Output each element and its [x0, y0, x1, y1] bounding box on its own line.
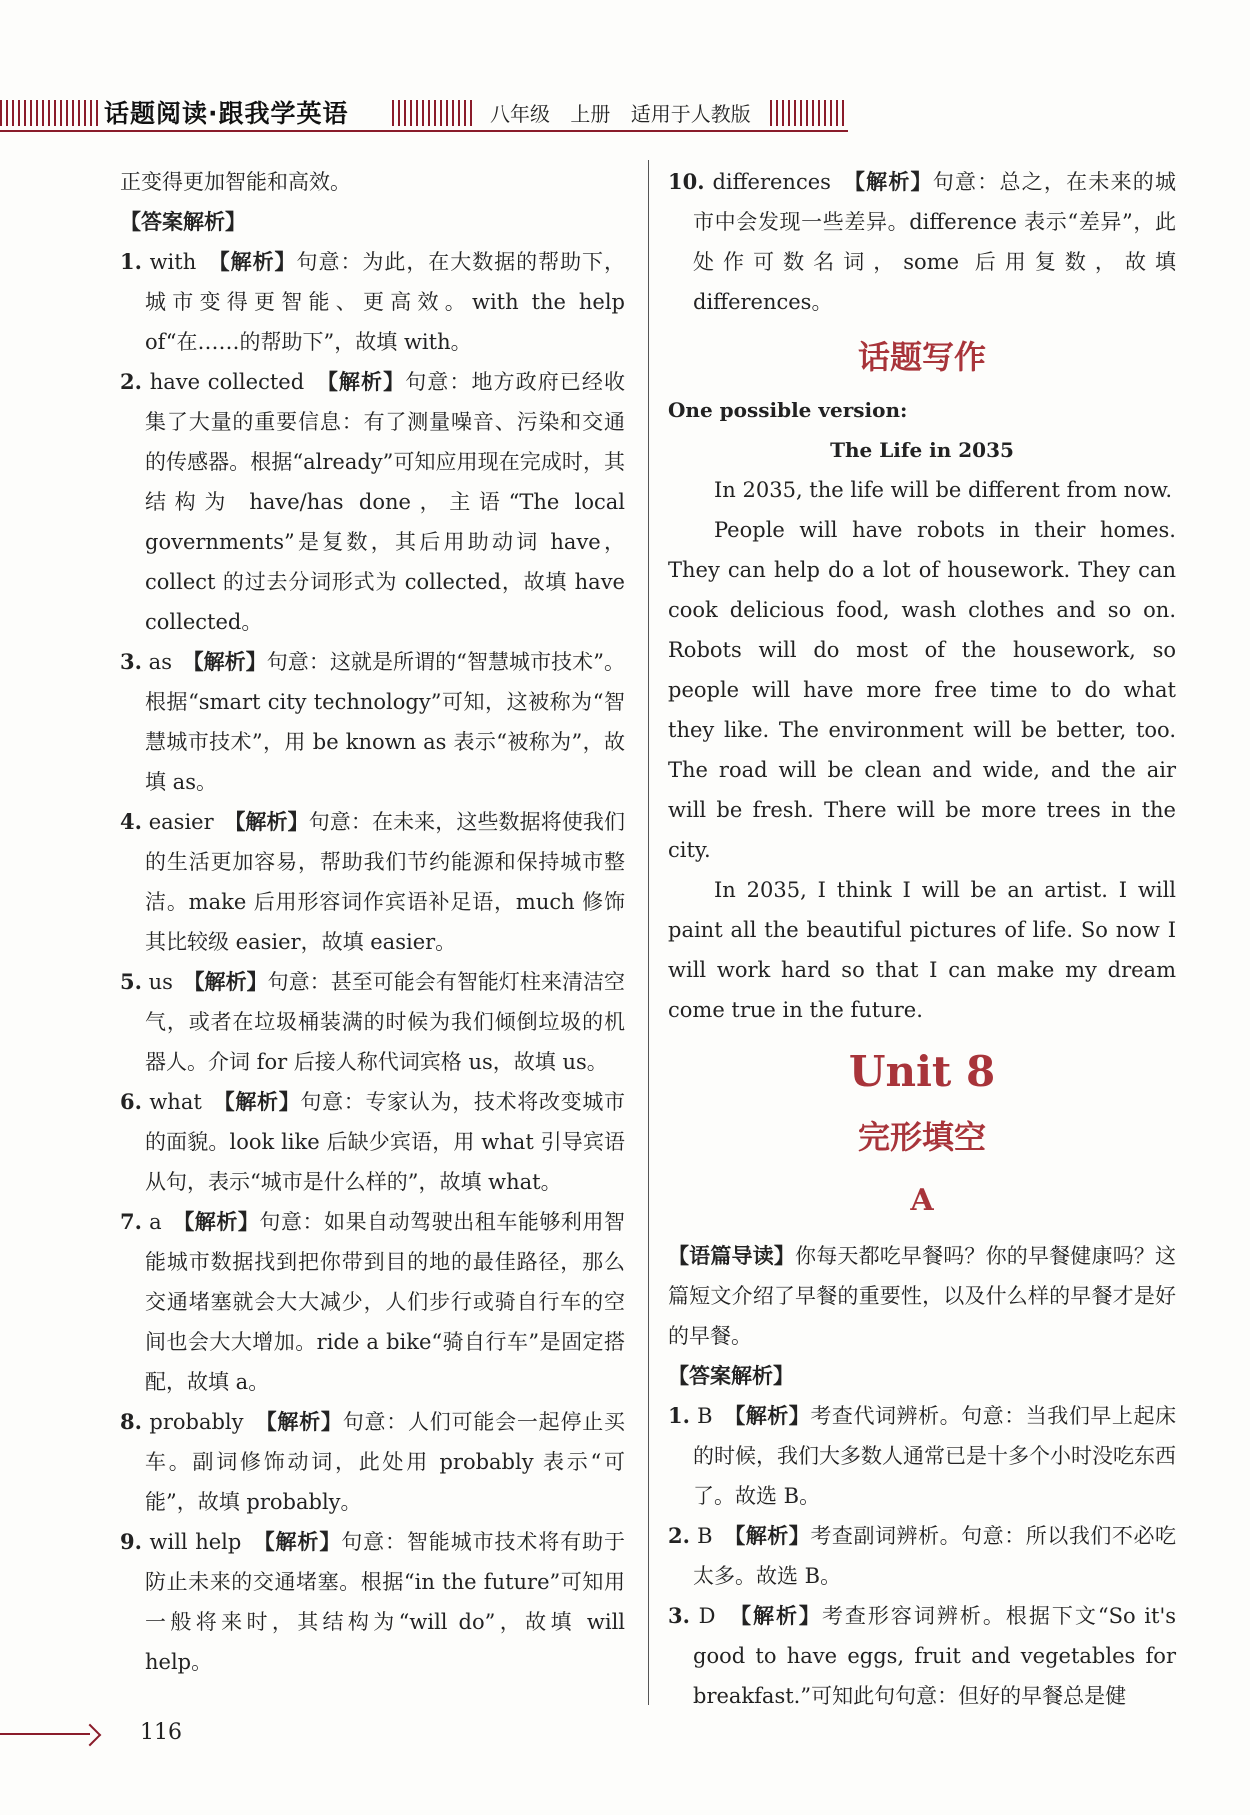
right-column — [668, 162, 1176, 1716]
item-answer: a — [149, 1210, 162, 1234]
analysis-tag: 【解析】 — [740, 1603, 822, 1628]
analysis-tag: 【解析】 — [224, 1089, 301, 1114]
guide-text: 你每天都吃早餐吗？你的早餐健康吗？这篇短文介绍了早餐的重要性，以及什么样的早餐才是好的早餐。 — [668, 1244, 1177, 1348]
answer-list-continued — [668, 162, 1176, 322]
item-answer: have collected — [149, 370, 305, 394]
item-number: 1. — [668, 1403, 690, 1428]
analysis-text: 句意：专家认为，技术将改变城市的面貌。look like 后缺少宾语，用 what 引导宾语从句，表示“城市是什么样的”，故填 what。 — [145, 1090, 626, 1194]
header-hatch-left — [0, 100, 100, 126]
item-number: 6. — [120, 1089, 142, 1114]
analysis-tag: 【解析】 — [734, 1403, 811, 1428]
analysis-tag: 【解析】 — [219, 249, 297, 274]
answer-item — [668, 162, 1176, 322]
analysis-text: 句意：甚至可能会有智能灯柱来清洁空气，或者在垃圾桶装满的时候为我们倾倒垃圾的机器人。介词 for 后接人称代词宾格 us，故填 us。 — [145, 970, 626, 1074]
item-number: 2. — [668, 1523, 690, 1548]
answer-item — [668, 1596, 1176, 1716]
answer-heading: 【答案解析】 — [120, 210, 246, 234]
item-answer: as — [148, 650, 172, 674]
page-header — [0, 88, 850, 138]
arrow-icon — [79, 1724, 102, 1747]
essay-title: The Life in 2035 — [830, 438, 1014, 462]
item-number: 7. — [120, 1209, 142, 1234]
item-number: 10. — [668, 169, 705, 194]
answer-item — [120, 1402, 625, 1522]
item-number: 8. — [120, 1409, 142, 1434]
answer-item — [120, 1202, 625, 1402]
item-number: 9. — [120, 1529, 142, 1554]
guide-tag: 【语篇导读】 — [668, 1243, 796, 1268]
analysis-text: 句意：智能城市技术将有助于防止未来的交通堵塞。根据“in the future”可知用一般将来时，其结构为“will do”，故填 will help。 — [145, 1530, 625, 1674]
analysis-tag: 【解析】 — [734, 1523, 811, 1548]
answer-item — [120, 642, 625, 802]
item-number: 5. — [120, 969, 142, 994]
part-label: A — [910, 1183, 934, 1218]
header-info — [490, 98, 751, 127]
answer-item — [668, 1396, 1176, 1516]
item-answer: will help — [149, 1530, 242, 1554]
analysis-text: 句意：总之，在未来的城市中会发现一些差异。difference 表示“差异”，此处作可数名词，some 后用复数，故填 differences。 — [693, 170, 1177, 314]
analysis-tag: 【解析】 — [854, 169, 933, 194]
unit-title: Unit 8 — [848, 1047, 996, 1096]
analysis-tag: 【解析】 — [266, 1409, 343, 1434]
analysis-text: 句意：这就是所谓的“智慧城市技术”。根据“smart city technology”可知，这被称为“智慧城市技术”，用 be known as 表示“被称为”，故填 as。 — [145, 650, 625, 794]
column-divider — [648, 160, 649, 1705]
grade-label: 八年级 — [490, 102, 550, 126]
footer-rule — [0, 1733, 90, 1735]
analysis-text: 句意：人们可能会一起停止买车。副词修饰动词，此处用 probably 表示“可能”，故填 probably。 — [145, 1410, 626, 1514]
intro-text: 正变得更加智能和高效。 — [120, 170, 351, 194]
item-answer: B — [697, 1524, 713, 1548]
analysis-text: 考查代词辨析。句意：当我们早上起床的时候，我们大多数人通常已是十多个小时没吃东西了。故选 B。 — [693, 1404, 1177, 1508]
analysis-tag: 【解析】 — [194, 969, 268, 994]
item-number: 4. — [120, 809, 142, 834]
item-answer: what — [149, 1090, 202, 1114]
analysis-tag: 【解析】 — [327, 369, 406, 394]
analysis-text: 句意：为此，在大数据的帮助下，城市变得更智能、更高效。with the help of“在……的帮助下”，故填 with。 — [145, 250, 626, 354]
answer-list — [120, 242, 625, 1682]
left-column — [120, 162, 625, 1682]
answer-item — [120, 362, 625, 642]
analysis-text: 句意：在未来，这些数据将使我们的生活更加容易，帮助我们节约能源和保持城市整洁。make 后用形容词作宾语补足语，much 修饰其比较级 easier，故填 easier。 — [145, 810, 626, 954]
item-number: 3. — [668, 1603, 690, 1628]
analysis-text: 句意：地方政府已经收集了大量的重要信息：有了测量噪音、污染和交通的传感器。根据“already”可知应用现在完成时，其结构为 have/has done，主语“The local governments”是复数，其后用助动词 have，collect 的过去分词形式为 collected，故填 have collected。 — [145, 370, 625, 634]
answer-item — [120, 962, 625, 1082]
book-title: 话题阅读·跟我学英语 — [104, 99, 349, 128]
analysis-tag: 【解析】 — [183, 1209, 260, 1234]
item-answer: with — [149, 250, 197, 274]
item-answer: differences — [712, 170, 831, 194]
analysis-text: 考查形容词辨析。根据下文“So it's good to have eggs, fruit and vegetables for breakfast.”可知此句句意：但好的早餐总是健 — [693, 1604, 1177, 1708]
header-rule — [0, 130, 848, 132]
item-number: 1. — [120, 249, 142, 274]
item-answer: easier — [148, 810, 214, 834]
cloze-heading: 完形填空 — [857, 1118, 986, 1156]
page-number: 116 — [140, 1720, 182, 1745]
analysis-tag: 【解析】 — [264, 1529, 342, 1554]
item-answer: probably — [149, 1410, 244, 1434]
item-answer: D — [698, 1604, 716, 1628]
answer-item — [120, 242, 625, 362]
reading-guide — [668, 1236, 1176, 1356]
item-answer: B — [697, 1404, 713, 1428]
answer-item — [120, 802, 625, 962]
item-number: 3. — [120, 649, 142, 674]
analysis-text: 考查副词辨析。句意：所以我们不必吃太多。故选 B。 — [693, 1524, 1177, 1588]
header-hatch-middle — [392, 100, 472, 126]
item-answer: us — [148, 970, 173, 994]
essay-label: One possible version: — [668, 398, 908, 422]
volume-label: 上册 — [570, 102, 611, 126]
writing-heading: 话题写作 — [857, 338, 986, 376]
answer-item — [120, 1522, 625, 1682]
essay-paragraph: In 2035, I think I will be an artist. I will paint all the beautiful pictures of life. So now I will work hard so that I can make my dream come true in the future. — [668, 878, 1176, 1022]
cloze-answer-list — [668, 1396, 1176, 1716]
header-hatch-right — [770, 100, 848, 126]
answer-item — [668, 1516, 1176, 1596]
analysis-text: 句意：如果自动驾驶出租车能够利用智能城市数据找到把你带到目的地的最佳路径，那么交通堵塞就会大大减少，人们步行或骑自行车的空间也会大大增加。ride a bike“骑自行车”是固定搭配，故填 a。 — [145, 1210, 626, 1394]
essay-paragraph: People will have robots in their homes. They can help do a lot of housework. They can cook delicious food, wash clothes and so on. Robots will do most of the housework, so people will have more free time to do what they like. The environment will be better, too. The road will be clean and wide, and the air will be fresh. There will be more trees in the city. — [668, 518, 1176, 862]
essay-paragraph: In 2035, the life will be different from now. — [714, 478, 1172, 502]
answer-heading-unit8: 【答案解析】 — [668, 1364, 794, 1388]
edition-label: 适用于人教版 — [630, 102, 751, 126]
item-number: 2. — [120, 369, 142, 394]
analysis-tag: 【解析】 — [234, 809, 309, 834]
analysis-tag: 【解析】 — [193, 649, 267, 674]
answer-item — [120, 1082, 625, 1202]
